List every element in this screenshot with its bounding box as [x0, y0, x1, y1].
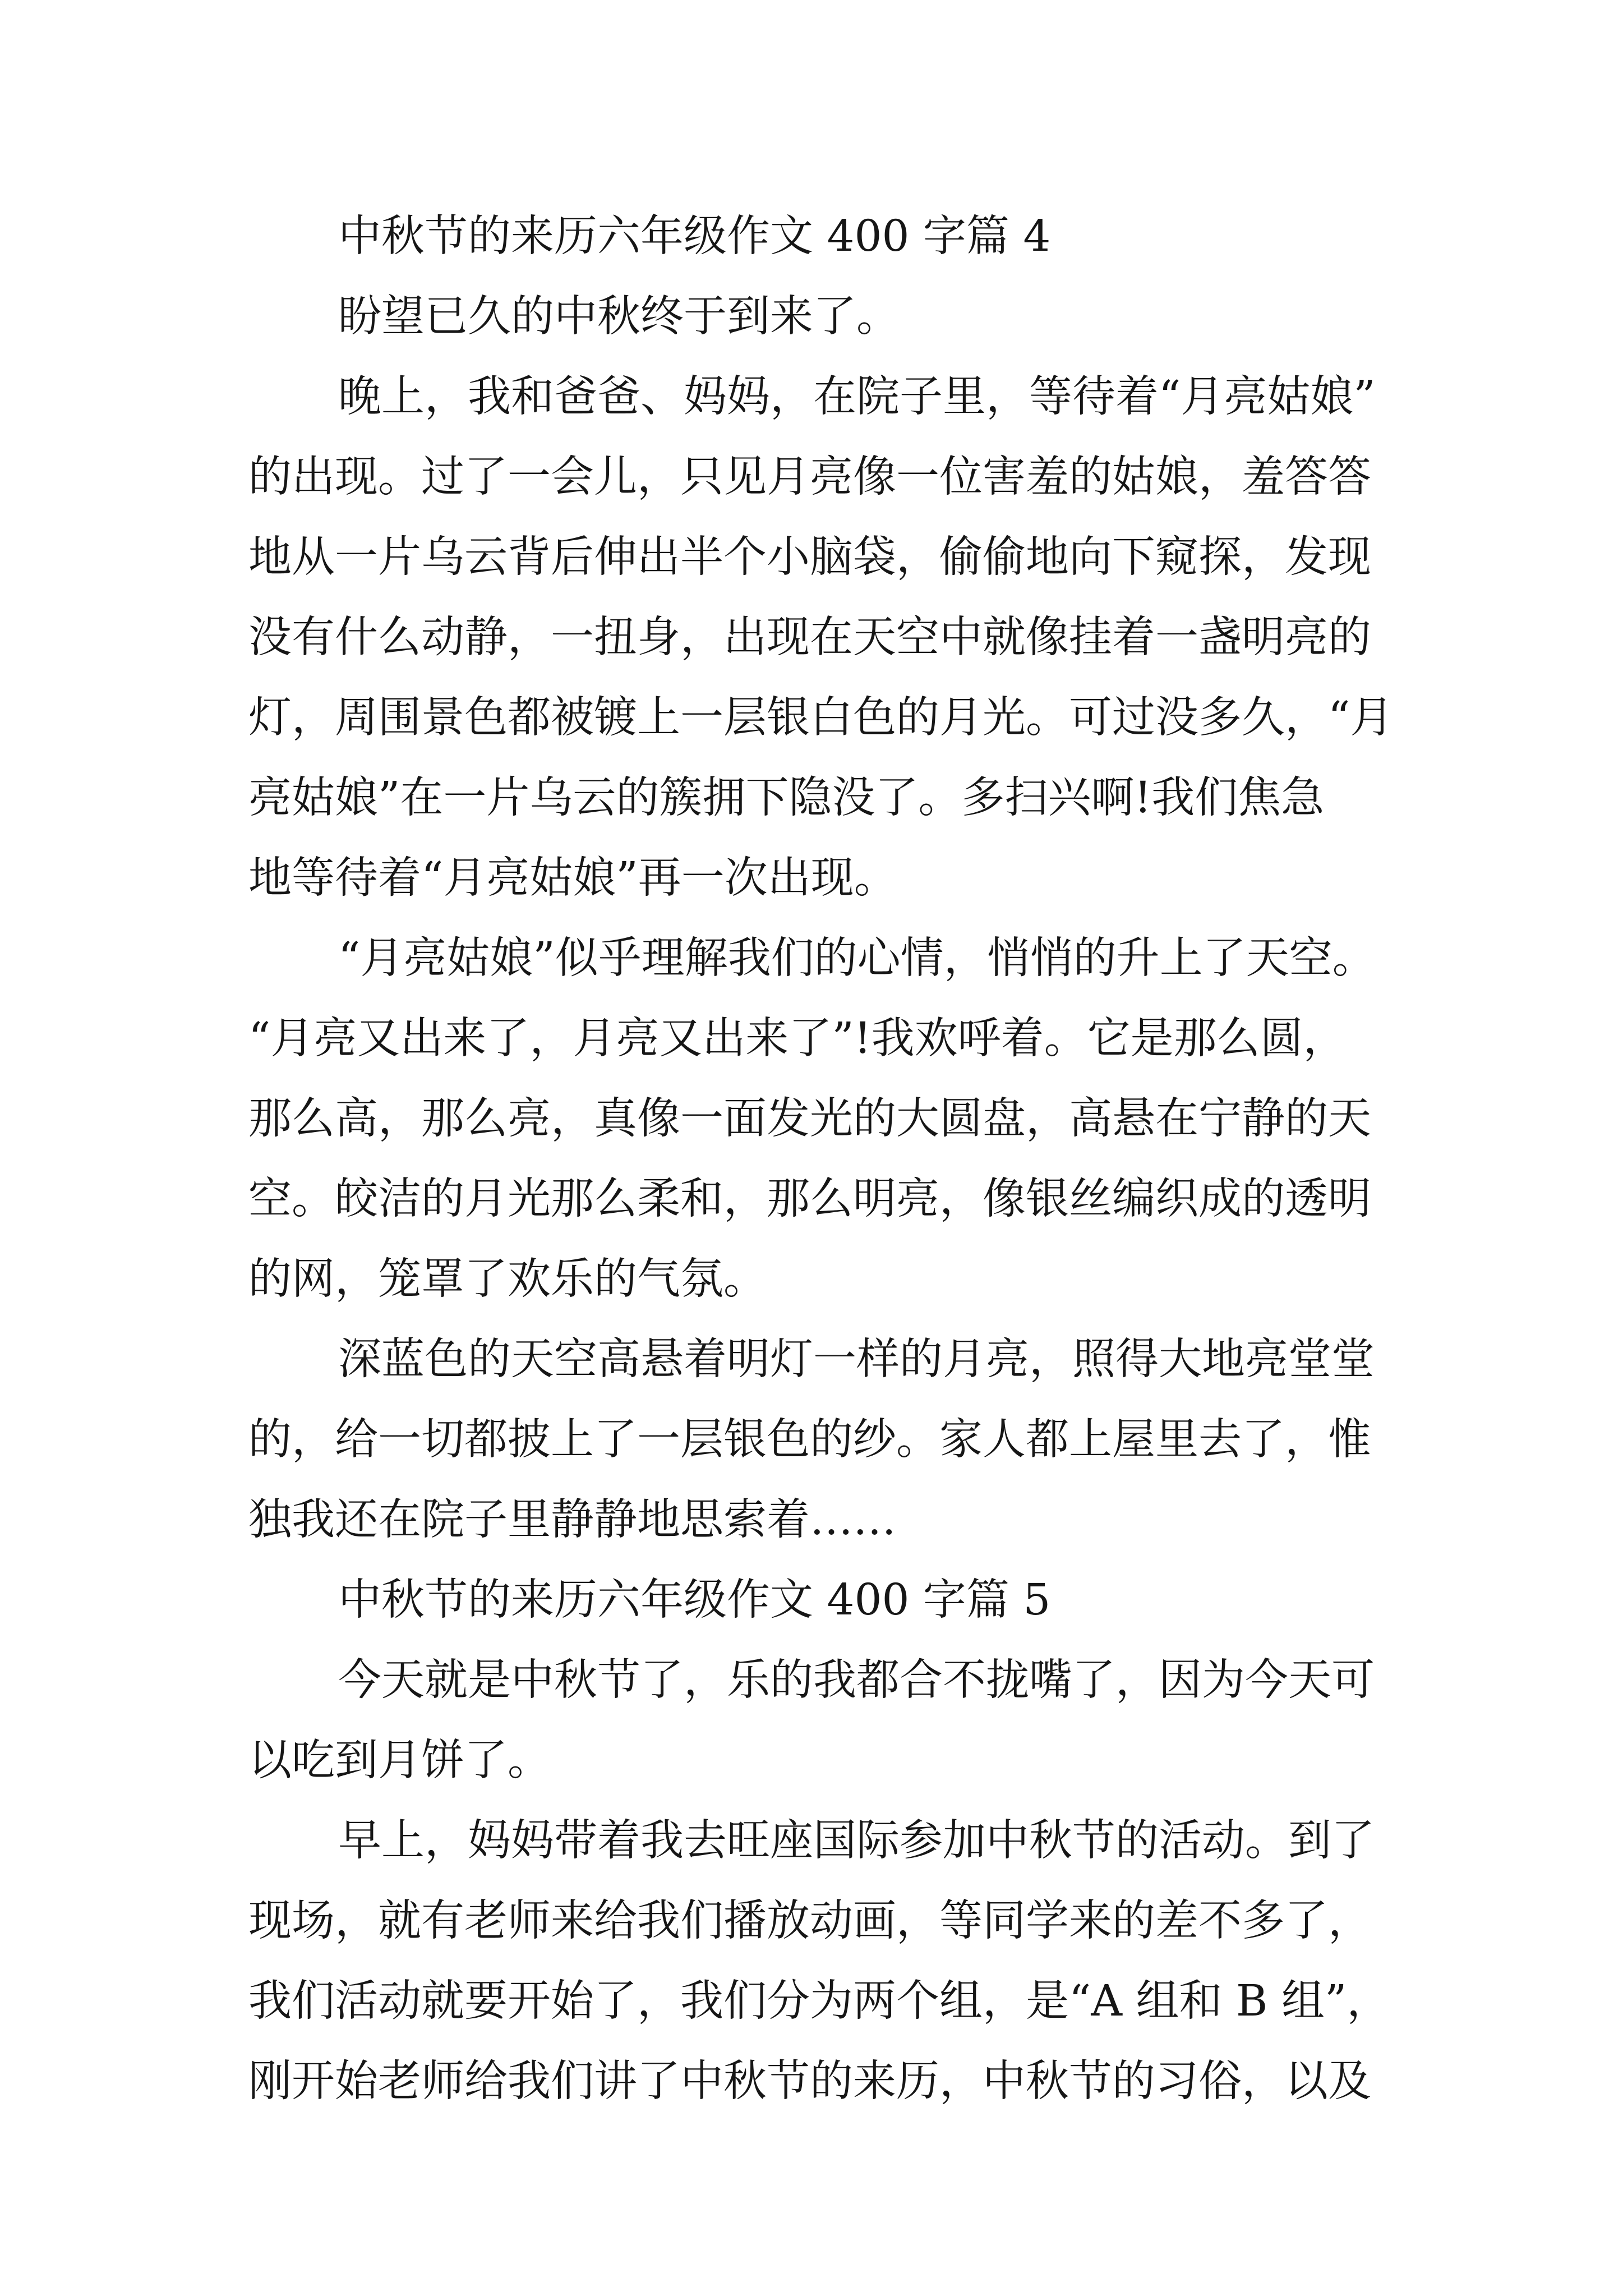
paragraph — [248, 357, 1482, 918]
paragraph-line: 今天就是中秋节了，乐的我都合不拢嘴了，因为今天可 — [338, 1655, 1375, 1705]
section-heading-5 — [248, 1560, 1482, 1640]
document-body — [248, 196, 1482, 2122]
paragraph-line: 我们活动就要开始了，我们分为两个组，是“A 组和 B 组”， — [248, 1976, 1390, 2026]
paragraph — [248, 1801, 1482, 2122]
paragraph — [248, 277, 1482, 357]
paragraph — [248, 1319, 1482, 1560]
paragraph-line: 空。皎洁的月光那么柔和，那么明亮，像银丝编织成的透明 — [248, 1174, 1371, 1224]
paragraph-line: “月亮姑娘”似乎理解我们的心情，悄悄的升上了天空。 — [338, 933, 1376, 983]
paragraph-line: 灯，周围景色都被镀上一层银白色的月光。可过没多久，“月 — [248, 693, 1394, 743]
paragraph — [248, 1640, 1482, 1801]
paragraph-line: 深蓝色的天空高悬着明灯一样的月亮，照得大地亮堂堂 — [338, 1335, 1375, 1384]
paragraph-line: 独我还在院子里静静地思索着…… — [248, 1495, 896, 1545]
paragraph-line: 晚上，我和爸爸、妈妈，在院子里，等待着“月亮姑娘” — [338, 372, 1376, 422]
paragraph-line: 地从一片乌云背后伸出半个小脑袋，偷偷地向下窥探，发现 — [248, 532, 1371, 582]
paragraph-line: “月亮又出来了，月亮又出来了”!我欢呼着。它是那么圆， — [248, 1014, 1347, 1064]
paragraph-line: 亮姑娘”在一片乌云的簇拥下隐没了。多扫兴啊!我们焦急 — [248, 773, 1325, 823]
paragraph-line: 地等待着“月亮姑娘”再一次出现。 — [248, 853, 897, 903]
paragraph-line: 现场，就有老师来给我们播放动画，等同学来的差不多了， — [248, 1896, 1371, 1946]
paragraph-line: 以吃到月饼了。 — [248, 1736, 551, 1786]
paragraph-line: 盼望已久的中秋终于到来了。 — [338, 292, 900, 342]
paragraph-line: 的网，笼罩了欢乐的气氛。 — [248, 1254, 767, 1304]
paragraph-line: 没有什么动静，一扭身，出现在天空中就像挂着一盏明亮的 — [248, 613, 1371, 662]
paragraph-line: 那么高，那么亮，真像一面发光的大圆盘，高悬在宁静的天 — [248, 1094, 1371, 1144]
paragraph — [248, 918, 1482, 1319]
heading-line: 中秋节的来历六年级作文 400 字篇 4 — [338, 211, 1051, 261]
paragraph-line: 的，给一切都披上了一层银色的纱。家人都上屋里去了，惟 — [248, 1415, 1371, 1465]
paragraph-line: 早上，妈妈带着我去旺座国际参加中秋节的活动。到了 — [338, 1816, 1375, 1866]
heading-line: 中秋节的来历六年级作文 400 字篇 5 — [338, 1575, 1051, 1625]
paragraph-line: 的出现。过了一会儿，只见月亮像一位害羞的姑娘，羞答答 — [248, 452, 1371, 502]
paragraph-line: 刚开始老师给我们讲了中秋节的来历，中秋节的习俗，以及 — [248, 2056, 1371, 2106]
section-heading-4 — [248, 196, 1482, 277]
